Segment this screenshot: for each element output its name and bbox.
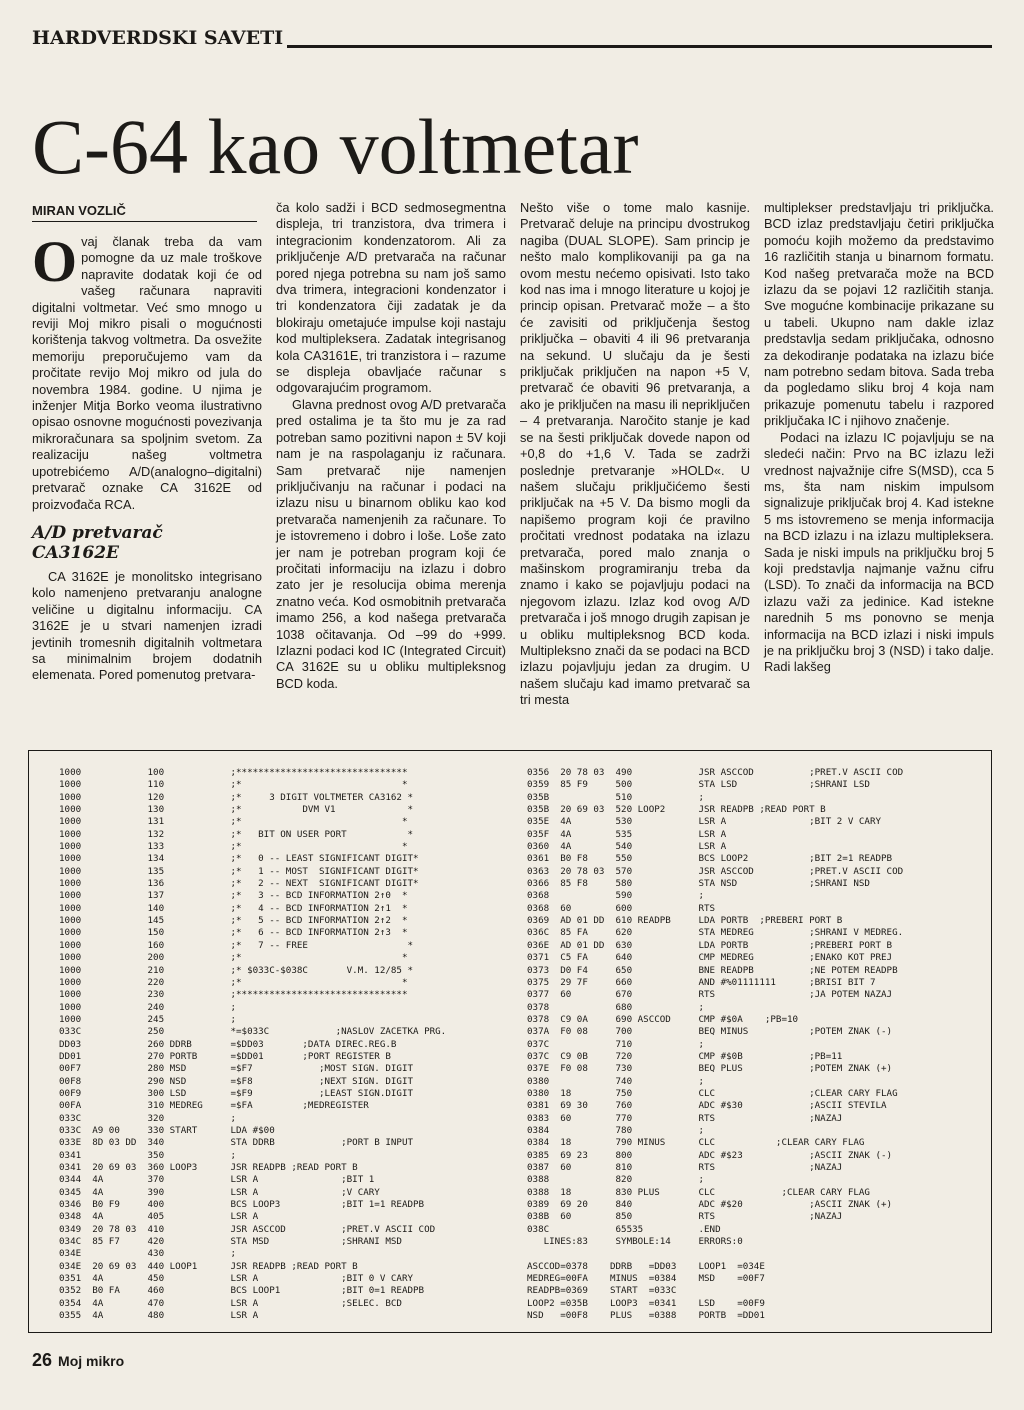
subheading	[32, 523, 262, 563]
header-rule	[287, 45, 992, 48]
page-number: 26	[32, 1350, 53, 1370]
code-line: DD03 260 DDRB =$DD03 ;DATA DIREC.REG.B	[59, 1038, 397, 1050]
section-label: HARDVERDSKI SAVETI	[32, 27, 284, 49]
code-line: 0387 60 810 RTS ;NAZAJ	[527, 1162, 843, 1173]
code-line: 0341 20 69 03 360 LOOP3 JSR READPB ;READ PORT B	[59, 1162, 358, 1173]
code-line: 0371 C5 FA 640 CMP MEDREG ;ENAKO KOT PREJ	[527, 952, 893, 964]
code-line: 1000 160 ;* 7 -- FREE *	[59, 939, 414, 951]
code-line: LINES:83 SYMBOLE:14 ERRORS:0	[527, 1236, 743, 1248]
code-line: 0384 780 ;	[527, 1124, 705, 1136]
code-line: 035B 20 69 03 520 LOOP2 JSR READPB ;READ PORT B	[527, 804, 826, 816]
code-line: 0368 60 600 RTS	[527, 902, 716, 914]
code-line: 034C 85 F7 420 STA MSD ;SHRANI MSD	[59, 1236, 402, 1248]
code-line: MEDREG=00FA MINUS =0384 MSD =00F7	[527, 1273, 765, 1285]
code-line: 1000 137 ;* 3 -- BCD INFORMATION 2↑0 *	[59, 890, 408, 902]
code-line: 0351 4A 450 LSR A ;BIT 0 V CARY	[59, 1273, 414, 1285]
code-line: 0389 69 20 840 ADC #$20 ;ASCII ZNAK (+)	[527, 1199, 893, 1211]
code-line: 037C C9 0B 720 CMP #$0B ;PB=11	[527, 1050, 843, 1062]
paragraph: ča kolo sadži i BCD sedmosegmentna displeja, tri tranzistora, dva trimera i integracionim kondenzatorom. Ali za priključenje A/D pretvarača na računar pored njega potrebna su nam još samo dva trimera, integracioni kondenzator i tri kondenzatora čiji zadatak je da blokiraju ometajuće impulse koji nastaju kod multipleksera. Zadatak integrisanog kola CA3161E, tri tranzistora i – razume se displeja obavljaće računar s odgovarajućim programom.	[276, 200, 506, 396]
code-line: 1000 110 ;* *	[59, 779, 408, 791]
code-line: 00F7 280 MSD =$F7 ;MOST SIGN. DIGIT	[59, 1063, 414, 1075]
code-line: 0377 60 670 RTS ;JA POTEM NAZAJ	[527, 989, 893, 1001]
code-line: 0356 20 78 03 490 JSR ASCCOD ;PRET.V ASCII COD	[527, 767, 904, 778]
code-line: 1000 132 ;* BIT ON USER PORT *	[59, 828, 414, 840]
code-line: 033C A9 00 330 START LDA #$00	[59, 1124, 275, 1136]
code-line: 1000 220 ;* *	[59, 976, 408, 988]
code-line: 033E 8D 03 DD 340 STA DDRB ;PORT B INPUT	[59, 1137, 414, 1149]
code-line: LOOP2 =035B LOOP3 =0341 LSD =00F9	[527, 1297, 765, 1309]
column-1	[32, 229, 262, 684]
code-line: DD01 270 PORTB =$DD01 ;PORT REGISTER B	[59, 1050, 391, 1062]
code-line: 1000 130 ;* DVM V1 *	[59, 804, 414, 816]
listing-left-column	[59, 767, 446, 1322]
column-2	[276, 200, 506, 692]
code-line: 0388 18 830 PLUS CLC ;CLEAR CARY FLAG	[527, 1186, 870, 1198]
code-listing	[28, 750, 992, 1333]
code-line: 0368 590 ;	[527, 890, 705, 902]
code-line: NSD =00F8 PLUS =0388 PORTB =DD01	[527, 1310, 765, 1322]
code-line: 0375 29 7F 660 AND #%01111111 ;BRISI BIT 7	[527, 976, 876, 988]
code-line: 036E AD 01 DD 630 LDA PORTB ;PREBERI PORT B	[527, 939, 893, 951]
code-line: 035E 4A 530 LSR A ;BIT 2 V CARY	[527, 816, 882, 828]
page-footer	[32, 1350, 124, 1371]
code-line: READPB=0369 START =033C	[527, 1285, 677, 1297]
code-line: 1000 140 ;* 4 -- BCD INFORMATION 2↑1 *	[59, 902, 408, 914]
code-line: 1000 210 ;* $033C-$038C V.M. 12/85 *	[59, 964, 414, 976]
code-line: 00F9 300 LSD =$F9 ;LEAST SIGN.DIGIT	[59, 1087, 414, 1099]
code-line: 0388 820 ;	[527, 1174, 705, 1186]
section-header	[32, 22, 992, 48]
code-line: 0349 20 78 03 410 JSR ASCCOD ;PRET.V ASCII COD	[59, 1223, 436, 1235]
code-line: 0352 B0 FA 460 BCS LOOP1 ;BIT 0=1 READPB	[59, 1285, 425, 1297]
article-title: C-64 kao voltmetar	[32, 103, 639, 190]
code-line: 1000 230 ;*******************************	[59, 989, 408, 1001]
code-line: 1000 136 ;* 2 -- NEXT SIGNIFICANT DIGIT*	[59, 878, 419, 890]
code-line: 037A F0 08 700 BEQ MINUS ;POTEM ZNAK (-)	[527, 1026, 893, 1038]
code-line: 1000 245 ;	[59, 1013, 237, 1025]
code-line: 0344 4A 370 LSR A ;BIT 1	[59, 1174, 375, 1186]
code-line: 1000 135 ;* 1 -- MOST SIGNIFICANT DIGIT*	[59, 865, 419, 877]
code-line: 0373 D0 F4 650 BNE READPB ;NE POTEM READPB	[527, 964, 898, 976]
subheading-line1: A/D pretvarač	[32, 522, 163, 543]
code-line: 0378 C9 0A 690 ASCCOD CMP #$0A ;PB=10	[527, 1013, 799, 1025]
code-line: 036C 85 FA 620 STA MEDREG ;SHRANI V MEDREG.	[527, 927, 904, 939]
code-line: 1000 150 ;* 6 -- BCD INFORMATION 2↑3 *	[59, 927, 408, 939]
code-line: 1000 200 ;* *	[59, 952, 408, 964]
code-line: 0380 18 750 CLC ;CLEAR CARY FLAG	[527, 1087, 898, 1099]
code-line: 033C 320 ;	[59, 1112, 237, 1124]
code-line: 0381 69 30 760 ADC #$30 ;ASCII STEVILA	[527, 1100, 887, 1112]
code-line: 0345 4A 390 LSR A ;V CARY	[59, 1186, 380, 1198]
intro-paragraph: vaj članak treba da vam pomogne da uz male troškove napravite dodatak koji će od vašeg računara napraviti digitalni voltmetar. Već smo mnogo u reviji Moj mikro pisali o mogućnosti korištenja takvog voltmetra. Da osvežite memoriju preporučujemo vam da pročitate revijo Moj mikro od jula do novembra 1984. godine. U njima je inženjer Mitja Borko veoma ilustrativno opisao osnovne mogućnosti povezivanja mikroračunara sa spoljnim svetom. Za realizaciju našeg voltmetra upotrebićemo A/D(analogno–digitalni) pretvarač oznake CA 3162E od proizvođača RCA.	[32, 234, 262, 512]
code-line: 038C 65535 .END	[527, 1223, 721, 1235]
code-line: 0346 B0 F9 400 BCS LOOP3 ;BIT 1=1 READPB	[59, 1199, 425, 1211]
code-line: 1000 240 ;	[59, 1001, 237, 1013]
paragraph: Podaci na izlazu IC pojavljuju se na sledeći način: Prvo na BC izlazu leži vrednost najvažnije cifre S(MSD), cca 5 ms, šta nam niskim impulsom signalizuje priključak broj 4. Kad istekne 5 ms istovremeno se menja informacija na BCD izlazu i na izlazu multipleksera. Sada je niski impuls na priključku broj 5 koji predstavlja najmanje važnu cifru (LSD). To znači da informacija na BCD izlazu važi za jedinice. Kad istekne narednih 5 ms ponovno se menja informacija na BCD izlazi i niski impuls je na priključku broj 3 (NSD) i tako dalje. Radi lakšeg	[764, 429, 994, 675]
code-line: 035B 510 ;	[527, 791, 705, 803]
code-line: 0360 4A 540 LSR A	[527, 841, 727, 853]
subheading-line2: CA3162E	[32, 542, 119, 563]
code-line: 1000 120 ;* 3 DIGIT VOLTMETER CA3162 *	[59, 791, 414, 803]
code-line: 0378 680 ;	[527, 1001, 705, 1013]
code-line: 034E 430 ;	[59, 1248, 237, 1260]
code-line: 0341 350 ;	[59, 1149, 237, 1161]
code-line: 0369 AD 01 DD 610 READPB LDA PORTB ;PREBERI PORT B	[527, 915, 843, 927]
code-line: ASCCOD=0378 DDRB =DD03 LOOP1 =034E	[527, 1260, 765, 1272]
magazine-name: Moj mikro	[58, 1353, 125, 1369]
drop-cap: O	[32, 229, 78, 294]
code-line: 00F8 290 NSD =$F8 ;NEXT SIGN. DIGIT	[59, 1075, 414, 1087]
code-line: 1000 134 ;* 0 -- LEAST SIGNIFICANT DIGIT*	[59, 853, 419, 865]
code-line: 038B 60 850 RTS ;NAZAJ	[527, 1211, 843, 1223]
code-line: 0383 60 770 RTS ;NAZAJ	[527, 1112, 843, 1124]
code-line: 0380 740 ;	[527, 1075, 705, 1087]
code-line: 0361 B0 F8 550 BCS LOOP2 ;BIT 2=1 READPB	[527, 853, 893, 865]
code-line	[527, 1248, 903, 1260]
code-line: 00FA 310 MEDREG =$FA ;MEDREGISTER	[59, 1100, 369, 1112]
code-line: 034E 20 69 03 440 LOOP1 JSR READPB ;READ PORT B	[59, 1260, 358, 1272]
code-line: 0359 85 F9 500 STA LSD ;SHRANI LSD	[527, 779, 870, 791]
code-line: 035F 4A 535 LSR A	[527, 828, 727, 840]
author-byline: MIRAN VOZLIČ	[32, 203, 257, 222]
code-line: 0355 4A 480 LSR A	[59, 1310, 259, 1322]
paragraph: Nešto više o tome malo kasnije. Pretvarač deluje na principu dvostrukog nagiba (DUAL SLOPE). Sam princip je nešto malo komplikovaniji pa ga na ovom mestu nećemo opisivati. Isto tako kod nas ima i mnogo literature u kojoj je princip opisan. Pretvarač može – a što će zavisiti od priključenja šestog priključka – obaviti 4 ili 96 pretvaranja na sekund. U slučaju da je šesti priključak priključen na napon +5 V, pretvarač će obaviti 96 pretvaranja, a ako je priključen na masu ili nepriključen – 4 pretvaranja. Naročito stanje je kad se na šesti priključak dovede napon od +0,8 do +1,6 V. Tada se zadrži poslednje pretvaranje »HOLD«. U našem slučaju priključićemo šesti priključak na +5 V. Da bismo mogli da napišemo program koji će pravilno pročitati vrednost podataka na izlazu pretvarača, pored malo znanja o mašinskom programiranju treba da znamo i kako se pojavljuju podaci na njegovom izlazu. Izlaz kod ovog A/D pretvarača i još mnogo drugih zapisan je u obliku multipleksnog BCD koda. Multipleksno znači da se podaci na BCD izlazu pojavljuju jedan za drugim. U našem slučaju kad imamo pretvarač sa tri mesta	[520, 200, 750, 708]
code-line: 037E F0 08 730 BEQ PLUS ;POTEM ZNAK (+)	[527, 1063, 893, 1075]
paragraph: CA 3162E je monolitsko integrisano kolo namenjeno pretvaranju analogne veličine u digitalnu informaciju. CA 3162E je u stvari namenjen izradi jevtinih tromesnih digitalnih voltmetara sa minimalnim brojem dodatnih elemenata. Pored pomenutog pretvara-	[32, 568, 262, 683]
code-line: 0384 18 790 MINUS CLC ;CLEAR CARY FLAG	[527, 1137, 865, 1149]
code-line: 0366 85 F8 580 STA NSD ;SHRANI NSD	[527, 878, 870, 890]
code-line: 1000 133 ;* *	[59, 841, 408, 853]
code-line: 1000 145 ;* 5 -- BCD INFORMATION 2↑2 *	[59, 915, 408, 927]
paragraph: multiplekser predstavljaju tri priključka. BCD izlaz predstavljaju četiri priključka pomoću kojih možemo da predstavimo 16 različitih stanja u binarnom formatu. Kod našeg pretvarača može na BCD izlazu da se pojavi 12 različitih stanja. Sve mogućne kombinacije prikazane su u tabeli. Ukupno nam dakle izlaz predstavlja sedam priključaka, odnosno za dekodiranje podataka na izlazu biće nam potrebno sedam bitova. Sada treba da pogledamo sliku broj 4 koja nam prikazuje pomenutu tabelu i razpored priključaka IC i njihovo značenje.	[764, 200, 994, 429]
code-line: 0385 69 23 800 ADC #$23 ;ASCII ZNAK (-)	[527, 1149, 893, 1161]
code-line: 033C 250 *=$033C ;NASLOV ZACETKA PRG.	[59, 1026, 447, 1038]
code-line: 0354 4A 470 LSR A ;SELEC. BCD	[59, 1297, 402, 1309]
listing-right-column	[527, 767, 903, 1322]
column-3	[520, 200, 750, 709]
code-line: 1000 131 ;* *	[59, 816, 408, 828]
paragraph: Glavna prednost ovog A/D pretvarača pred ostalima je ta što mu je za rad potreban samo pozitivni napon ± 5V koji nam je na raspolaganju iz računara. Sam pretvarač nije namenjen priključivanju na računar i podaci na izlazu nisu u binarnom obliku kao kod pretvarača namenjenih za računare. To je istovremeno i dobro i loše. Loše zato jer nam je potreban program koji će pročitati informaciju na izlazu i dobro zato jer je resolucija obima merenja znatno veća. Kod osmobitnih pretvarača imamo 256, a kod našega pretvarača 1038 očitavanja. Od –99 do +999. Izlazni podaci kod IC (Integrated Circuit) CA 3162E su u obliku multipleksnog BCD koda.	[276, 396, 506, 691]
code-line: 0363 20 78 03 570 JSR ASCCOD ;PRET.V ASCII COD	[527, 865, 904, 877]
code-line: 0348 4A 405 LSR A	[59, 1211, 259, 1223]
column-4	[764, 200, 994, 676]
code-line: 1000 100 ;*******************************	[59, 767, 408, 778]
code-line: 037C 710 ;	[527, 1038, 705, 1050]
